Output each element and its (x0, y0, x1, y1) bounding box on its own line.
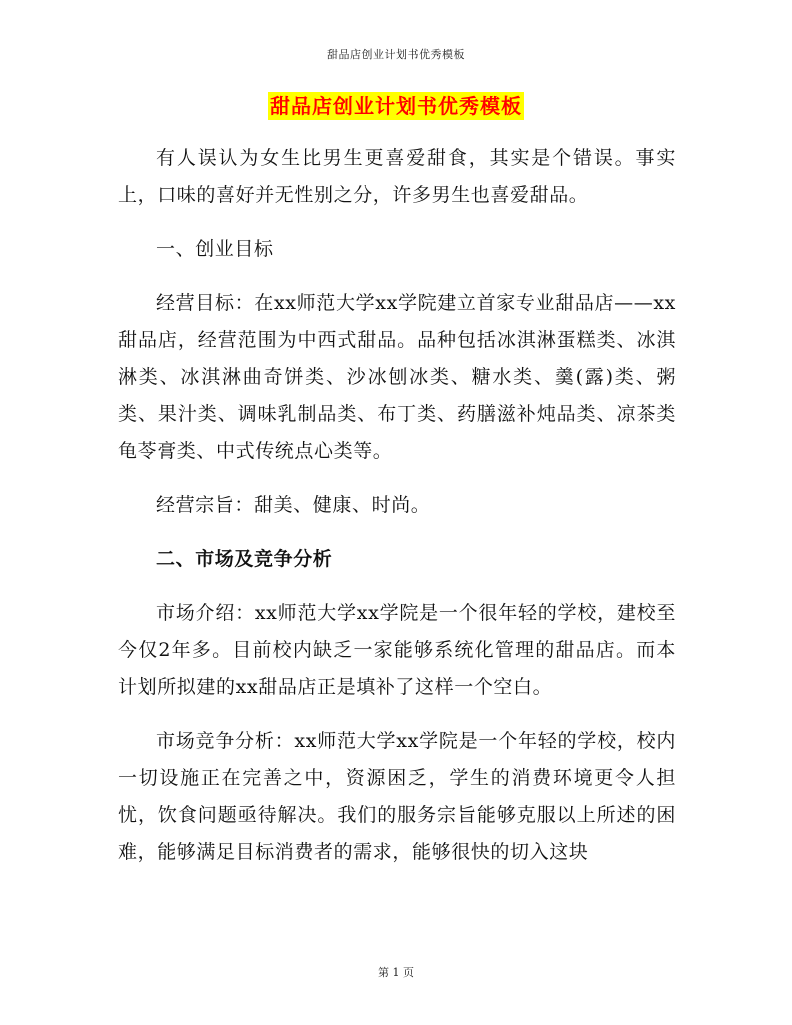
goal-paragraph: 经营目标：在xx师范大学xx学院建立首家专业甜品店——xx甜品店，经营范围为中西式甜品。品种包括冰淇淋蛋糕类、冰淇淋类、冰淇淋曲奇饼类、沙冰刨冰类、糖水类、羹(露)类、粥类、果汁类、调味乳制品类、布丁类、药膳滋补炖品类、凉茶类龟苓膏类、中式传统点心类等。 (118, 292, 676, 462)
intro-paragraph: 有人误认为女生比男生更喜爱甜食，其实是个错误。事实上，口味的喜好并无性别之分，许多男生也喜爱甜品。 (118, 147, 676, 206)
section-heading-goals: 一、创业目标 (156, 238, 274, 260)
document-title: 甜品店创业计划书优秀模板 (270, 94, 522, 118)
market-intro-paragraph: 市场介绍：xx师范大学xx学院是一个很年轻的学校，建校至今仅2年多。目前校内缺乏一家能够系统化管理的甜品店。而本计划所拟建的xx甜品店正是填补了这样一个空白。 (118, 602, 676, 698)
page-header: 甜品店创业计划书优秀模板 (327, 48, 465, 61)
section-heading-market: 二、市场及竞争分析 (156, 548, 333, 570)
tenet-paragraph: 经营宗旨：甜美、健康、时尚。 (156, 494, 431, 516)
document-body (118, 140, 676, 888)
title-container (0, 92, 792, 120)
page-number: 第 1 页 (378, 966, 414, 979)
competition-paragraph: 市场竞争分析：xx师范大学xx学院是一个年轻的学校，校内一切设施正在完善之中，资源困乏，学生的消费环境更令人担忧，饮食问题亟待解决。我们的服务宗旨能够克服以上所述的困难，能够满足目标消费者的需求，能够很快的切入这块 (118, 730, 676, 863)
